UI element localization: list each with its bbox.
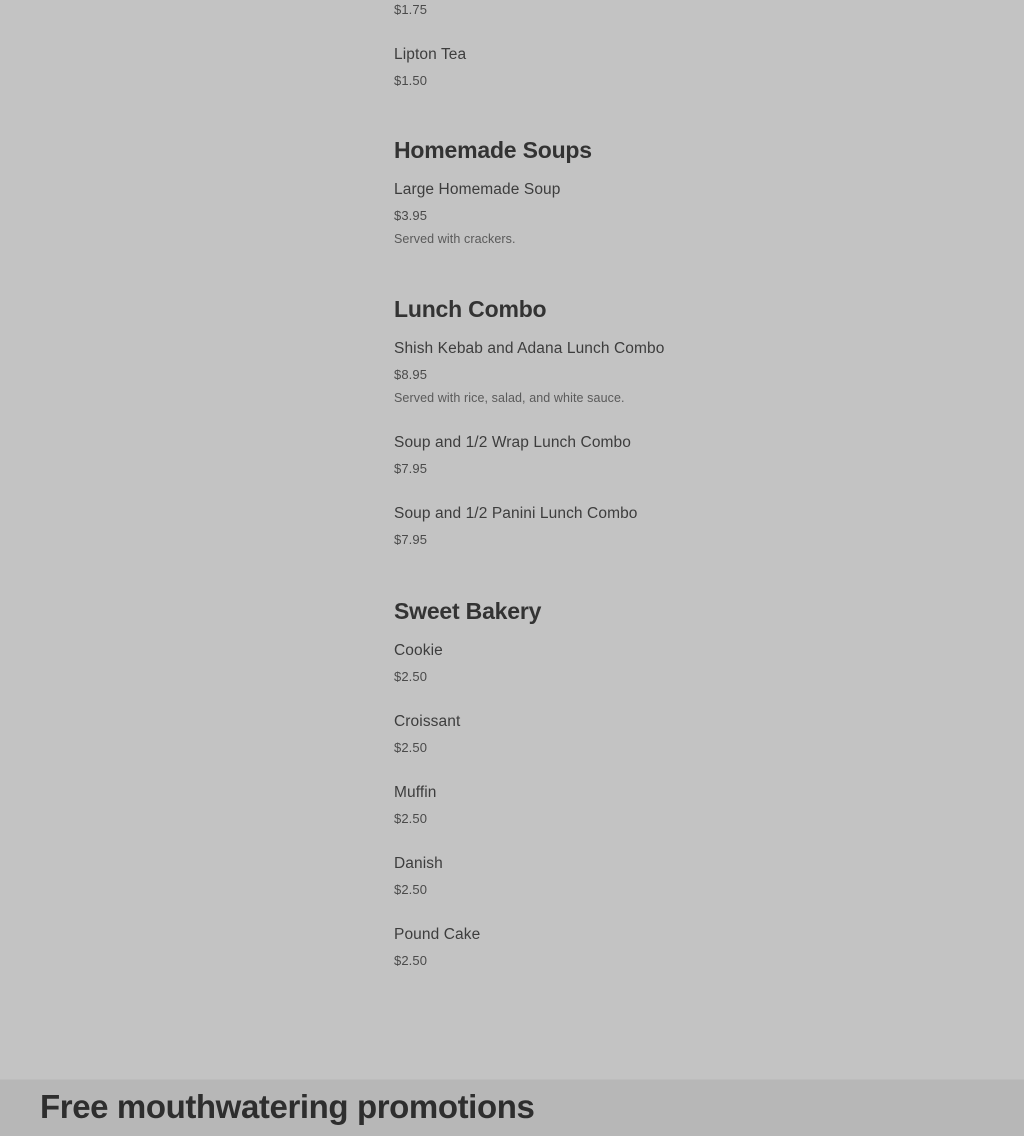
menu-item-price: $2.50 — [394, 882, 428, 897]
menu-item-name: Shish Kebab and Adana Lunch Combo — [394, 340, 665, 357]
menu-section-lunch-combo — [394, 295, 954, 549]
menu-item-price: $7.95 — [394, 532, 428, 547]
promotions-banner — [0, 1080, 1024, 1136]
menu-item — [394, 641, 954, 686]
menu-item-price: $7.95 — [394, 461, 428, 476]
menu-item-name: Croissant — [394, 713, 461, 730]
menu-item-price: $1.75 — [394, 2, 428, 17]
menu-item — [394, 854, 954, 899]
menu-item — [394, 712, 954, 757]
menu-item-description: Served with crackers. — [394, 232, 516, 246]
section-heading: Sweet Bakery — [394, 598, 542, 624]
menu-item-price: $2.50 — [394, 740, 428, 755]
menu-item-price: $8.95 — [394, 367, 428, 382]
menu-item-name: Cookie — [394, 642, 443, 659]
menu-item — [394, 339, 954, 407]
menu-item-name: Danish — [394, 855, 443, 872]
menu-item-name: Soup and 1/2 Panini Lunch Combo — [394, 505, 638, 522]
menu-item — [394, 504, 954, 549]
menu-section-sweet-bakery — [394, 597, 954, 970]
menu-item — [394, 180, 954, 248]
menu-item-name: Large Homemade Soup — [394, 181, 561, 198]
menu-section-fragment — [394, 0, 954, 90]
menu-item — [394, 433, 954, 478]
menu-item — [394, 783, 954, 828]
menu-item-name: Pound Cake — [394, 926, 481, 943]
menu-item-name: Muffin — [394, 784, 437, 801]
menu-item-price: $2.50 — [394, 811, 428, 826]
menu-column — [394, 0, 954, 996]
section-heading: Homemade Soups — [394, 137, 592, 163]
menu-section-homemade-soups — [394, 136, 954, 248]
menu-item-price: $1.50 — [394, 73, 428, 88]
menu-item-price: $2.50 — [394, 669, 428, 684]
menu-item — [394, 0, 954, 19]
section-heading: Lunch Combo — [394, 296, 547, 322]
menu-item-price: $2.50 — [394, 953, 428, 968]
promotions-banner-title: Free mouthwatering promotions — [40, 1088, 535, 1125]
menu-item-price: $3.95 — [394, 208, 428, 223]
menu-item-description: Served with rice, salad, and white sauce. — [394, 391, 625, 405]
menu-item — [394, 925, 954, 970]
menu-item-name: Soup and 1/2 Wrap Lunch Combo — [394, 434, 631, 451]
menu-item-name: Lipton Tea — [394, 46, 467, 63]
menu-item — [394, 45, 954, 90]
